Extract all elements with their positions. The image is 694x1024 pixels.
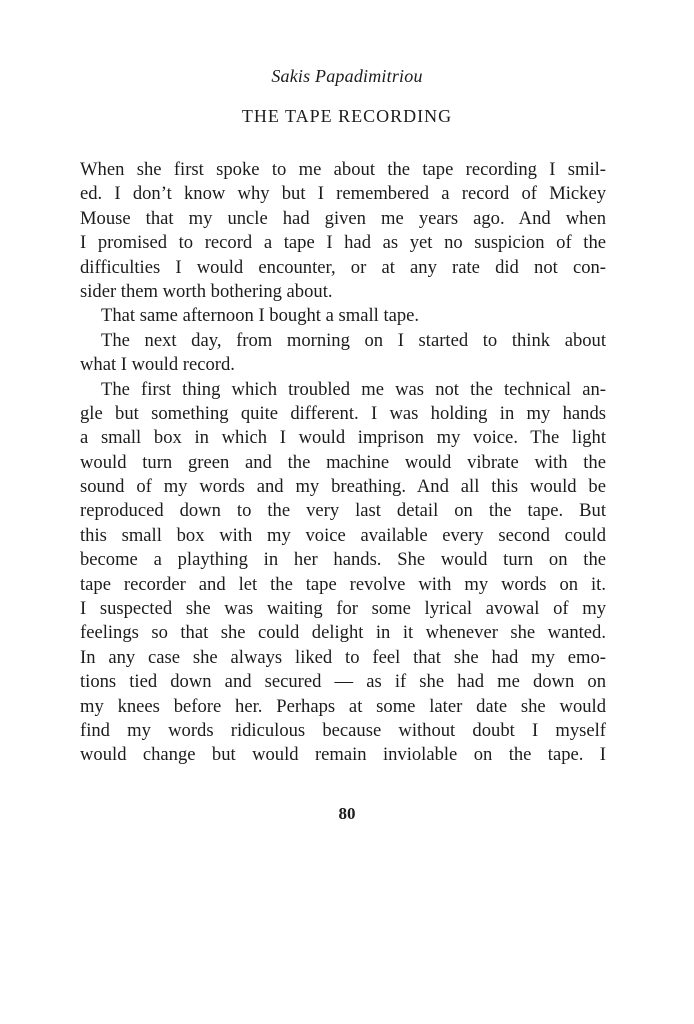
body-text [80,158,606,768]
text-line: The next day, from morning on I started to think about [101,329,606,351]
text-line: That same afternoon I bought a small tape. [101,305,420,327]
text-line: I promised to record a tape I had as yet no suspicion of the [80,232,606,254]
text-line: become a plaything in her hands. She would turn on the [80,549,606,571]
text-line: sider them worth bothering about. [80,280,333,302]
page-number: 80 [338,804,356,823]
text-line: tape recorder and let the tape revolve with my words on it. [80,573,606,595]
text-line: In any case she always liked to feel that she had my emo- [80,646,606,668]
text-line: When she first spoke to me about the tape recording I smil- [80,159,606,180]
text-line: what I would record. [80,354,235,376]
text-line: reproduced down to the very last detail on the tape. But [80,500,606,522]
author-name: Sakis Papadimitriou [271,66,423,86]
text-line: find my words ridiculous because without doubt I myself [80,719,606,741]
text-line: tions tied down and secured — as if she had me down on [80,671,606,693]
text-line: difficulties I would encounter, or at any rate did not con- [80,256,606,278]
text-line: would change but would remain inviolable on the tape. I [80,744,606,766]
text-line: The first thing which troubled me was not the technical an- [101,378,606,400]
text-line: feelings so that she could delight in it whenever she wanted. [80,622,606,644]
text-line: sound of my words and my breathing. And all this would be [80,476,606,498]
text-line: ed. I don’t know why but I remembered a record of Mickey [80,183,606,205]
text-line: a small box in which I would imprison my voice. The light [80,427,606,449]
text-line: my knees before her. Perhaps at some later date she would [80,695,606,717]
text-line: I suspected she was waiting for some lyrical avowal of my [80,598,606,620]
text-line: this small box with my voice available every second could [80,524,606,546]
story-title: THE TAPE RECORDING [241,106,453,126]
text-line: gle but something quite different. I was holding in my hands [80,402,606,424]
text-line: Mouse that my uncle had given me years ago. And when [80,207,606,229]
text-line: would turn green and the machine would vibrate with the [80,451,606,473]
